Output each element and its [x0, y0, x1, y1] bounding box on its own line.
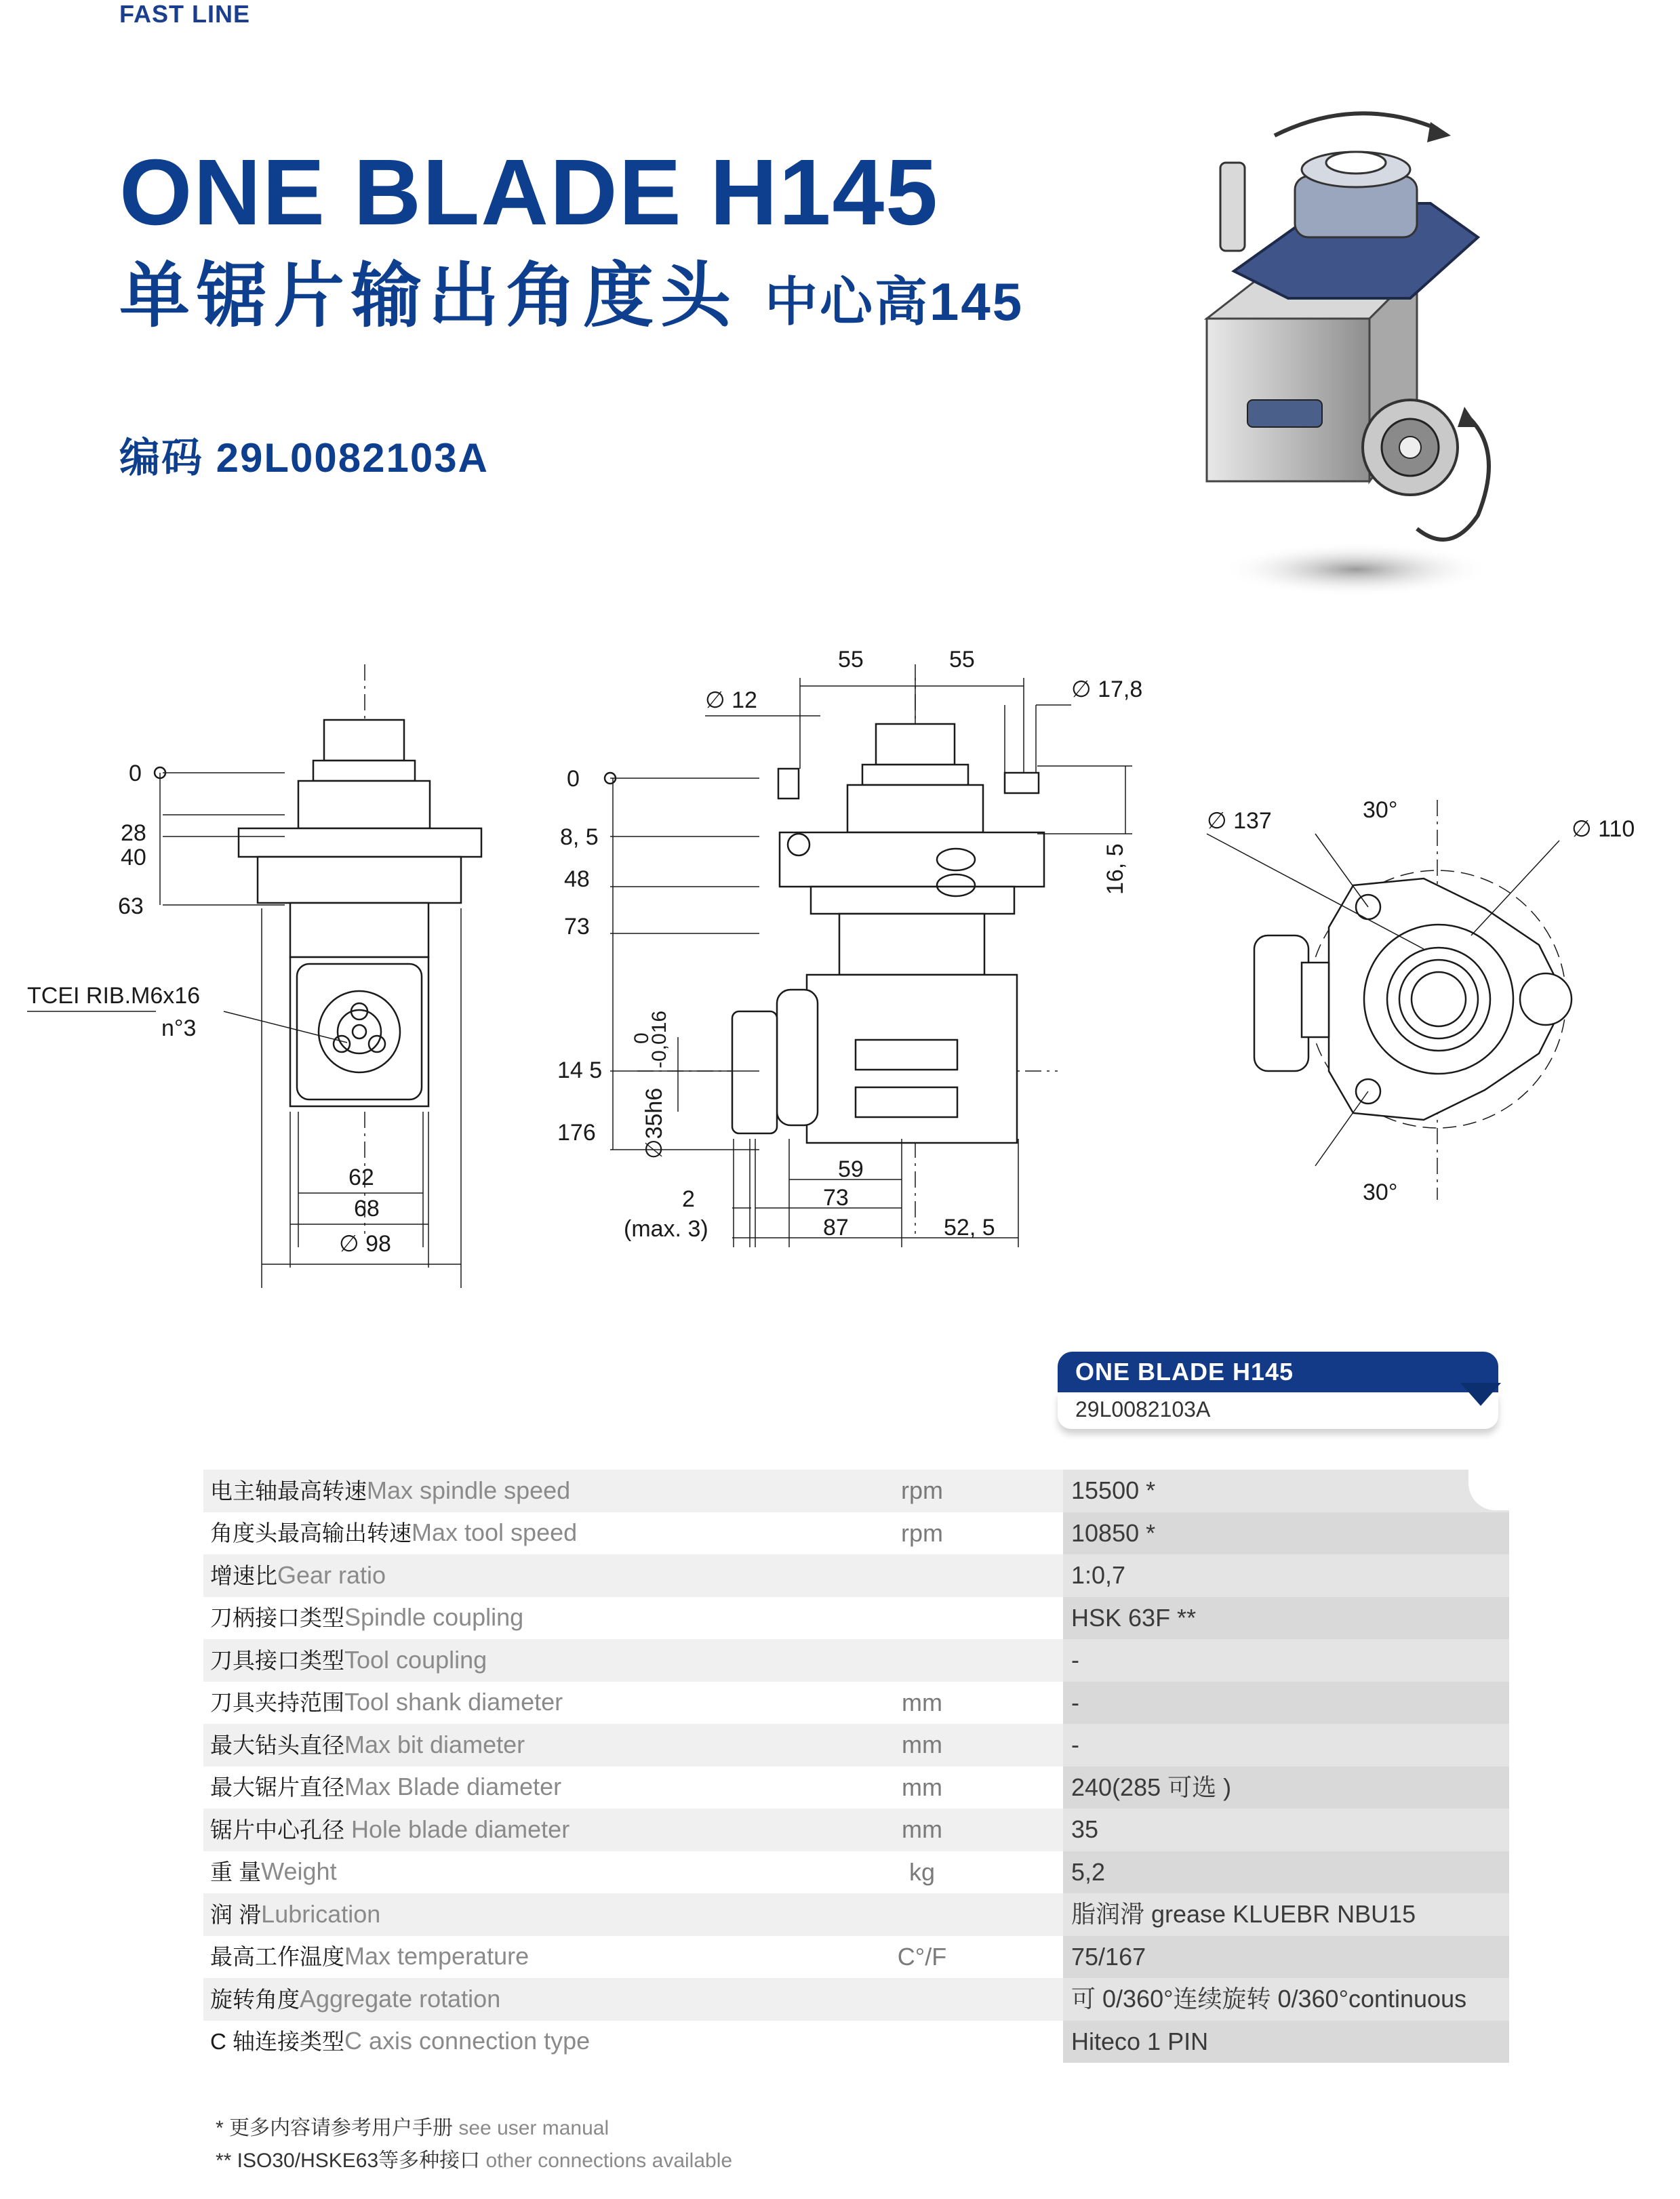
- spec-label-cn: C 轴连接类型: [210, 2029, 344, 2054]
- front-dim-0: 0: [129, 761, 142, 786]
- footnote-2: [216, 2143, 732, 2173]
- spec-unit: mm: [902, 1731, 942, 1758]
- spec-row: [203, 1809, 1509, 1851]
- spec-label-en: Max bit diameter: [344, 1730, 525, 1758]
- side-dim-87: 87: [823, 1215, 849, 1240]
- spec-label: [210, 1512, 577, 1555]
- side-dim-16-5: 16, 5: [1102, 843, 1128, 895]
- spec-value: -: [1071, 1731, 1079, 1758]
- spec-label-en: Max temperature: [344, 1942, 529, 1970]
- spec-label-cn: 刀具夹持范围: [210, 1690, 344, 1715]
- spec-row: [203, 2021, 1509, 2063]
- side-dim-73b: 73: [823, 1185, 849, 1211]
- spec-value: 10850 *: [1071, 1518, 1156, 1547]
- spec-unit: mm: [902, 1815, 942, 1843]
- side-dim-d12: ∅ 12: [705, 687, 757, 713]
- spec-label-cn: 润 滑: [210, 1901, 262, 1927]
- spec-value: 可 0/360°连续旋转 0/360°continuous: [1071, 1985, 1467, 2013]
- side-dim-2: 2: [682, 1186, 695, 1212]
- spec-label: [210, 1470, 570, 1513]
- spec-label-en: Max tool speed: [412, 1518, 578, 1546]
- footnote-1: [216, 2111, 609, 2141]
- spec-label-cn: 最高工作温度: [210, 1944, 344, 1969]
- spec-row: [203, 1978, 1509, 2021]
- spec-label: [210, 1851, 337, 1894]
- spec-row: [203, 1682, 1509, 1724]
- product-title-cn-sub: 中心高145: [765, 272, 1024, 331]
- front-note-count: n°3: [161, 1015, 197, 1041]
- top-view-drawing: [1207, 800, 1572, 1200]
- spec-row: [203, 1554, 1509, 1597]
- spec-value: 15500 *: [1071, 1476, 1156, 1504]
- product-title-cn: [119, 257, 1024, 336]
- spec-label-en: Tool shank diameter: [344, 1688, 563, 1716]
- side-view-drawing: [605, 664, 1132, 1247]
- side-dim-shaft-tol-bottom: -0,016: [648, 1010, 671, 1068]
- spec-value-bg: [1063, 1682, 1509, 1724]
- spec-unit: kg: [908, 1857, 936, 1886]
- spec-label: [210, 1978, 500, 2021]
- spec-unit: rpm: [901, 1518, 943, 1547]
- footnote-2-cn: ** ISO30/HSKE63等多种接口: [216, 2150, 481, 2172]
- side-dim-d17-8: ∅ 17,8: [1071, 677, 1143, 702]
- spec-value-bg: [1063, 1851, 1509, 1894]
- spec-label-en: Max Blade diameter: [344, 1773, 562, 1800]
- product-code: [119, 426, 489, 484]
- badge-title: ONE BLADE H145: [1058, 1352, 1498, 1392]
- spec-value: 35: [1071, 1815, 1099, 1843]
- side-dim-55-right: 55: [949, 647, 975, 672]
- spec-label-cn: 旋转角度: [210, 1986, 300, 2012]
- side-dim-55-left: 55: [838, 647, 864, 672]
- front-dim-40: 40: [121, 845, 146, 870]
- spec-label: [210, 1639, 487, 1682]
- spec-value: HSK 63F **: [1071, 1603, 1197, 1632]
- front-dim-28: 28: [121, 820, 146, 846]
- spec-unit: mm: [902, 1688, 942, 1716]
- spec-label-en: Weight: [261, 1857, 337, 1885]
- spec-label-cn: 锯片中心孔径: [210, 1817, 344, 1842]
- spec-label-en: Spindle coupling: [344, 1603, 524, 1631]
- spec-label-en: Gear ratio: [277, 1560, 386, 1589]
- product-code-label: 编码: [119, 435, 203, 481]
- brand-label: FAST LINE: [119, 0, 251, 28]
- side-dim-59: 59: [838, 1156, 864, 1182]
- spec-label-cn: 最大锯片直径: [210, 1775, 344, 1800]
- specifications-table: [203, 1470, 1509, 2063]
- product-title-cn-main: 单锯片输出角度头: [119, 257, 738, 336]
- spec-label: [210, 1935, 529, 1979]
- footnote-1-en: see user manual: [458, 2117, 609, 2139]
- spec-label: [210, 1596, 523, 1640]
- front-view-drawing: [27, 664, 481, 1288]
- spec-value-bg: [1063, 1724, 1509, 1767]
- side-dim-145: 14 5: [557, 1057, 603, 1083]
- spec-label-cn: 刀柄接口类型: [210, 1605, 344, 1630]
- top-dim-angle-bottom: 30°: [1363, 1179, 1398, 1205]
- side-dim-48: 48: [564, 866, 590, 892]
- top-dim-d110: ∅ 110: [1572, 816, 1635, 842]
- spec-row: [203, 1639, 1509, 1682]
- spec-row: [203, 1597, 1509, 1640]
- footnote-1-cn: * 更多内容请参考用户手册: [216, 2117, 454, 2139]
- spec-label: [210, 1809, 569, 1852]
- spec-row: [203, 1767, 1509, 1809]
- spec-value: 240(285 可选 ): [1071, 1773, 1232, 1801]
- spec-label-en: C axis connection type: [344, 2027, 591, 2055]
- spec-label-en: Aggregate rotation: [300, 1984, 501, 2013]
- spec-label-en: Lubrication: [261, 1899, 381, 1928]
- product-illustration: [1193, 95, 1519, 610]
- product-title: ONE BLADE H145: [119, 140, 939, 245]
- spec-label-en: Max spindle speed: [367, 1476, 571, 1504]
- front-note-screws: TCEI RIB.M6x16: [27, 983, 201, 1009]
- side-dim-73: 73: [564, 914, 590, 940]
- side-dim-max3: (max. 3): [624, 1216, 708, 1242]
- spec-label: [210, 1681, 563, 1724]
- spec-label: [210, 1724, 525, 1767]
- side-dim-shaft: ∅35h6: [641, 1087, 667, 1159]
- spec-value-bg: [1063, 1554, 1509, 1597]
- product-badge: [1058, 1352, 1500, 1433]
- spec-label-cn: 最大钻头直径: [210, 1732, 344, 1758]
- spec-value-bg: [1063, 1809, 1509, 1851]
- spec-value: 5,2: [1071, 1857, 1106, 1886]
- spec-label-cn: 电主轴最高转速: [210, 1478, 367, 1504]
- front-dim-68: 68: [354, 1196, 380, 1222]
- top-dim-angle-top: 30°: [1363, 797, 1398, 823]
- spec-unit: C°/F: [897, 1942, 947, 1971]
- spec-value: -: [1071, 1646, 1079, 1674]
- front-dim-62: 62: [348, 1165, 374, 1190]
- front-dim-d98: ∅ 98: [339, 1231, 391, 1257]
- spec-row: [203, 1851, 1509, 1894]
- spec-label: [210, 2020, 590, 2063]
- spec-value: Hiteco 1 PIN: [1071, 2027, 1209, 2055]
- front-dim-63: 63: [118, 893, 144, 919]
- side-dim-52-5: 52, 5: [944, 1215, 995, 1240]
- technical-drawings: [0, 637, 1680, 1302]
- spec-value: -: [1071, 1688, 1079, 1716]
- spec-unit: mm: [902, 1773, 942, 1801]
- spec-label-cn: 重 量: [210, 1859, 262, 1884]
- side-dim-176: 176: [557, 1120, 596, 1146]
- spec-label: [210, 1554, 386, 1598]
- top-dim-d137: ∅ 137: [1207, 808, 1272, 834]
- spec-row: [203, 1936, 1509, 1979]
- spec-value: 1:0,7: [1071, 1561, 1126, 1589]
- spec-unit: rpm: [901, 1476, 943, 1504]
- badge-code: 29L0082103A: [1058, 1392, 1498, 1429]
- spec-row: [203, 1893, 1509, 1936]
- spec-value-bg: [1063, 1639, 1509, 1682]
- footnote-2-en: other connections available: [485, 2150, 733, 2172]
- badge-corner-fold: [1460, 1383, 1501, 1406]
- side-dim-shaft-tol-top: 0: [631, 1032, 653, 1044]
- spec-value: 脂润滑 grease KLUEBR NBU15: [1071, 1900, 1416, 1928]
- spec-label-en: Tool coupling: [344, 1645, 487, 1674]
- spec-value: 75/167: [1071, 1942, 1146, 1971]
- spec-label-cn: 角度头最高输出转速: [210, 1520, 412, 1546]
- spec-row: [203, 1724, 1509, 1767]
- spec-label-cn: 刀具接口类型: [210, 1647, 344, 1673]
- spec-label: [210, 1766, 561, 1809]
- spec-row: [203, 1512, 1509, 1555]
- product-code-value: 29L0082103A: [216, 435, 489, 481]
- spec-label-cn: 增速比: [210, 1562, 277, 1588]
- spec-label: [210, 1893, 380, 1937]
- spec-label-en: Hole blade diameter: [344, 1815, 570, 1843]
- side-dim-0: 0: [567, 766, 580, 792]
- spec-row: [203, 1470, 1509, 1512]
- side-dim-8-5: 8, 5: [560, 824, 599, 850]
